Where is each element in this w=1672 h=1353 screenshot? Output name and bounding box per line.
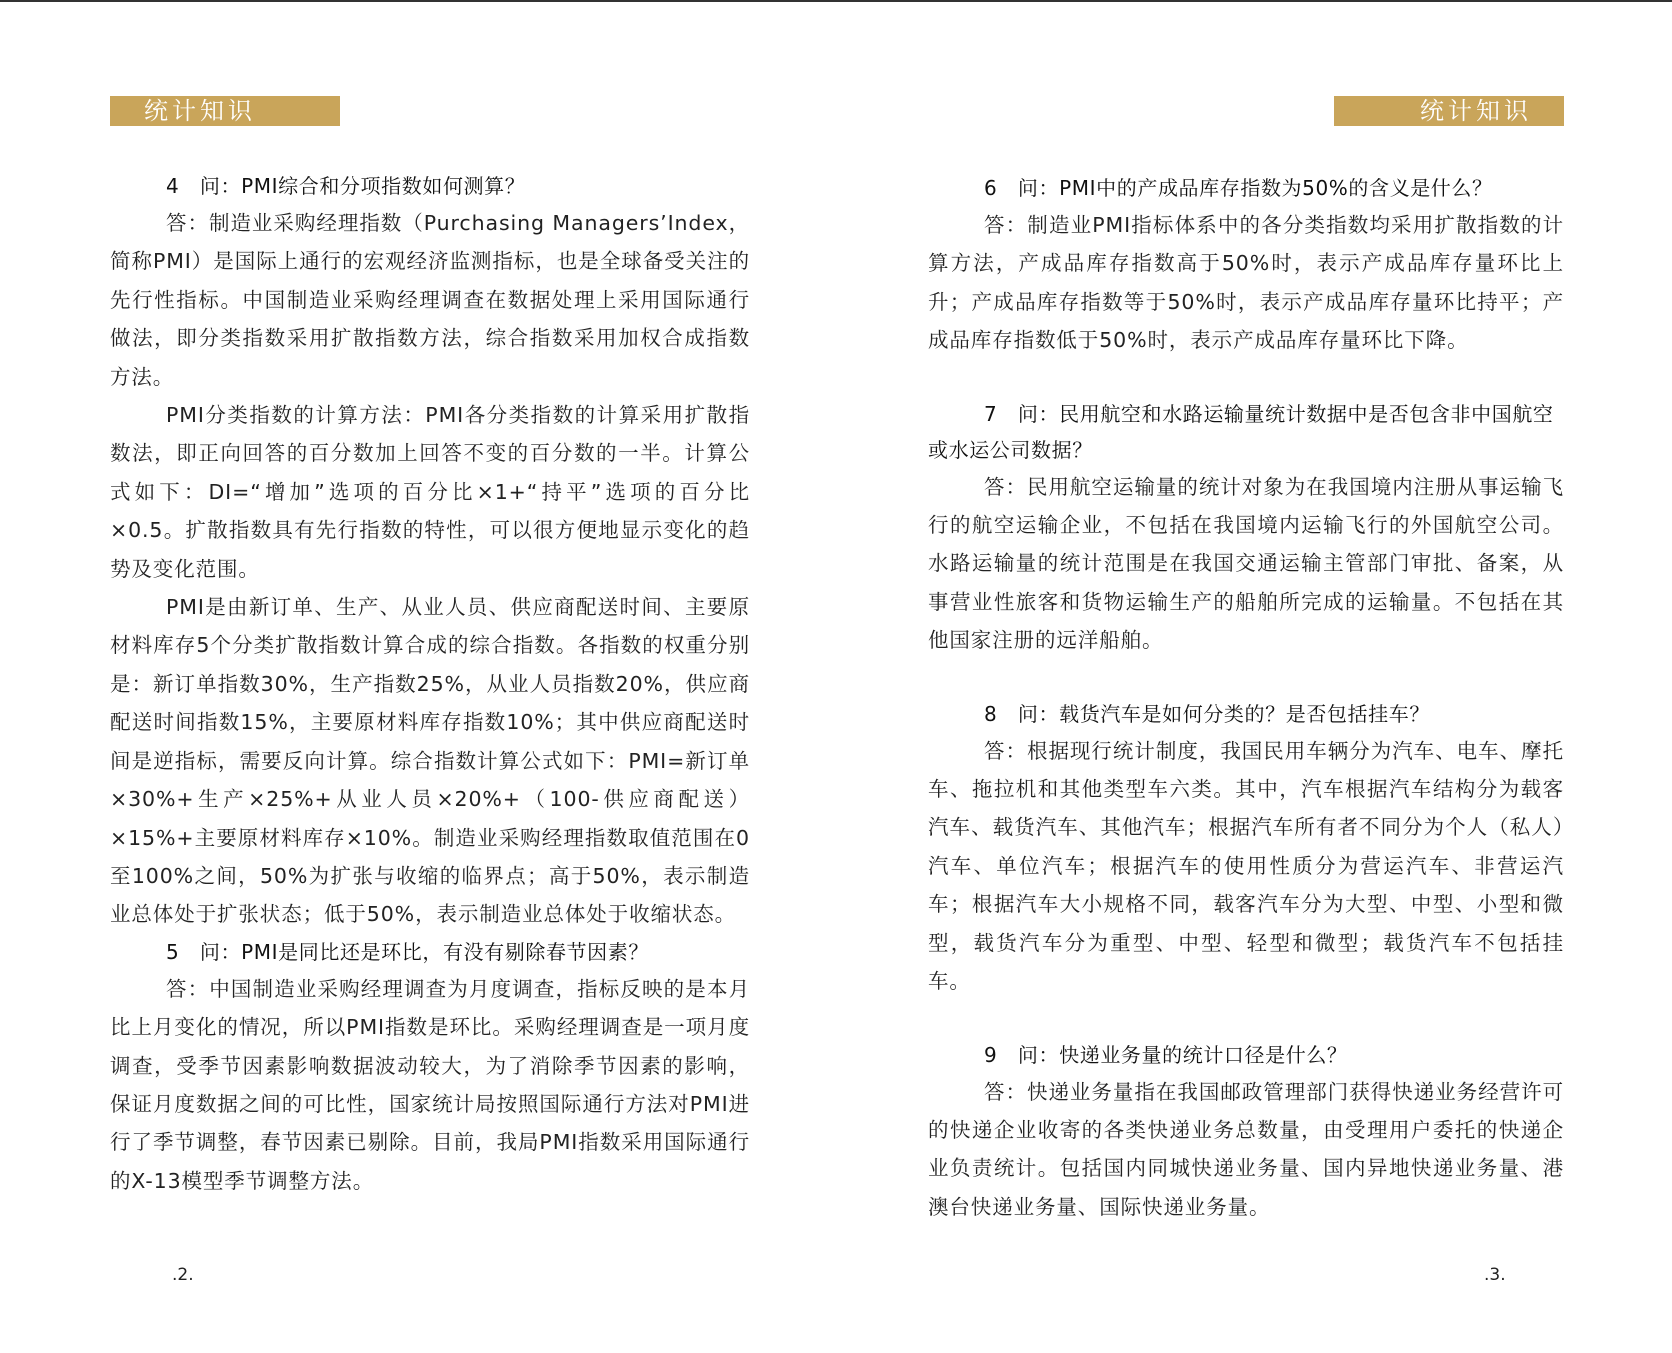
answer-8-paragraph-1: 答：根据现行统计制度，我国民用车辆分为汽车、电车、摩托车、拖拉机和其他类型车六类。其中，汽车根据汽车结构分为载客汽车、载货汽车、其他汽车；根据汽车所有者不同分为个人（私人）汽车、单位汽车；根据汽车的使用性质分为营运汽车、非营运汽车；根据汽车大小规格不同，载客汽车分为大型、中型、小型和微型，载货汽车分为重型、中型、轻型和微型；载货汽车不包括挂车。 [928,738,1564,994]
page-number: .3. [1484,1265,1506,1285]
section-header-bar: 统计知识 [1334,96,1564,126]
answer-5-paragraph-1: 答：中国制造业采购经理调查为月度调查，指标反映的是本月比上月变化的情况，所以PMI指数是环比。采购经理调查是一项月度调查，受季节因素影响数据波动较大，为了消除季节因素的影响，保证月度数据之间的可比性，国家统计局按照国际通行方法对PMI进行了季节调整，春节因素已剔除。目前，我局PMI指数采用国际通行的X-13模型季节调整方法。 [110,976,750,1193]
question-7: 7 问：民用航空和水路运输量统计数据中是否包含非中国航空或水运公司数据？ [928,401,1554,462]
answer-4-paragraph-3: PMI是由新订单、生产、从业人员、供应商配送时间、主要原材料库存5个分类扩散指数计算合成的综合指数。各指数的权重分别是：新订单指数30%，生产指数25%，从业人员指数20%，供应商配送时间指数15%，主要原材料库存指数10%；其中供应商配送时间是逆指标，需要反向计算。综合指数计算公式如下：PMI=新订单×30%+生产×25%+从业人员×20%+（100-供应商配送）×15%+主要原材料库存×10%。制造业采购经理指数取值范围在0至100%之间，50%为扩张与收缩的临界点；高于50%，表示制造业总体处于扩张状态；低于50%，表示制造业总体处于收缩状态。 [110,595,750,927]
answer-4-paragraph-2: PMI分类指数的计算方法：PMI各分类指数的计算采用扩散指数法，即正向回答的百分数加上回答不变的百分数的一半。计算公式如下：DI=“增加”选项的百分比×1+“持平”选项的百分比×0.5。扩散指数具有先行指数的特性，可以很方便地显示变化的趋势及变化范围。 [110,403,750,581]
right-page [928,0,1564,1353]
answer-4-paragraph-1: 答：制造业采购经理指数（Purchasing Managers’Index，简称PMI）是国际上通行的宏观经济监测指标，也是全球备受关注的先行性指标。中国制造业采购经理调查在数据处理上采用国际通行做法，即分类指数采用扩散指数方法，综合指数采用加权合成指数方法。 [110,211,750,389]
left-page-content [110,168,750,1200]
answer-9-paragraph-1: 答：快递业务量指在我国邮政管理部门获得快递业务经营许可的快递企业收寄的各类快递业务总数量，由受理用户委托的快递企业负责统计。包括国内同城快递业务量、国内异地快递业务量、港澳台快递业务量、国际快递业务量。 [928,1079,1564,1219]
question-6: 6 问：PMI中的产成品库存指数为50%的含义是什么？ [984,176,1493,200]
question-9: 9 问：快递业务量的统计口径是什么？ [984,1042,1348,1067]
question-8: 8 问：载货汽车是如何分类的？是否包括挂车？ [984,701,1430,726]
left-page [110,0,750,1353]
page-number: .2. [172,1265,194,1285]
answer-7-paragraph-1: 答：民用航空运输量的统计对象为在我国境内注册从事运输飞行的航空运输企业，不包括在我国境内运输飞行的外国航空公司。水路运输量的统计范围是在我国交通运输主管部门审批、备案，从事营业性旅客和货物运输生产的船舶所完成的运输量。不包括在其他国家注册的远洋船舶。 [928,474,1564,653]
answer-6-paragraph-1: 答：制造业PMI指标体系中的各分类指数均采用扩散指数的计算方法，产成品库存指数高于50%时，表示产成品库存量环比上升；产成品库存指数等于50%时，表示产成品库存量环比持平；产成品库存指数低于50%时，表示产成品库存量环比下降。 [928,213,1564,353]
question-5: 5 问：PMI是同比还是环比，有没有剔除春节因素？ [166,939,649,964]
section-header-bar: 统计知识 [110,96,340,126]
question-4: 4 问：PMI综合和分项指数如何测算？ [166,174,526,198]
right-page-content [928,170,1564,1226]
